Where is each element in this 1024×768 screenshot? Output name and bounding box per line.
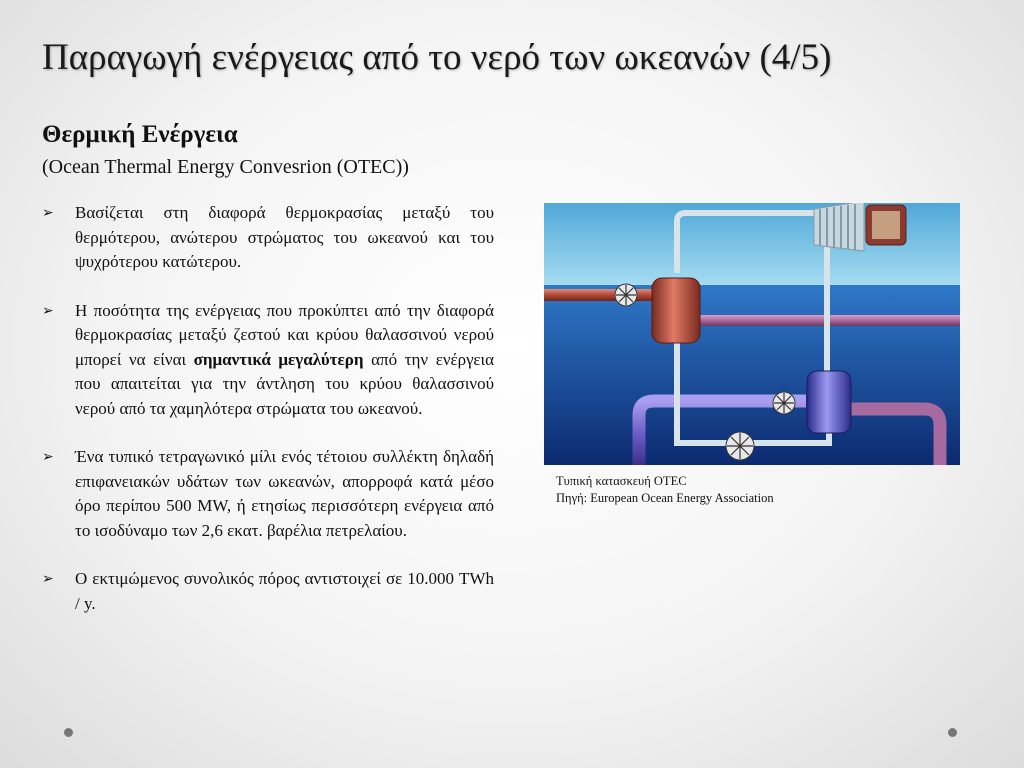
caption-line-1: Τυπική κατασκευή OTEC: [556, 474, 687, 488]
bullet-text: Ο εκτιμώμενος συνολικός πόρος αντιστοιχεί σε 10.000 TWh / y.: [75, 569, 494, 613]
bullet-item: [42, 201, 494, 275]
section-heading: Θερμική Ενέργεια: [42, 121, 238, 148]
arrow-bullet-icon: ➢: [42, 205, 54, 221]
arrow-bullet-icon: ➢: [42, 571, 54, 587]
decorative-dot-right: [948, 728, 957, 737]
bullet-item: [42, 567, 494, 616]
otec-diagram-svg: [544, 203, 960, 465]
otec-diagram-image: [544, 203, 960, 465]
bullet-text: από την ενέργεια που απαιτείται για την άντληση του κρύου θαλασσινού νερού από τα χαμηλότερα στρώματα του ωκεανού.: [75, 349, 494, 418]
bullet-text: Η ποσότητα της ενέργειας που προκύπτει από την διαφορά θερμοκρασίας μεταξύ ζεστού και κρύου θαλασσινού νερού μπορεί να είναι: [75, 300, 494, 369]
section-subheading: (Ocean Thermal Energy Convesrion (OTEC)): [42, 156, 409, 178]
arrow-bullet-icon: ➢: [42, 302, 54, 319]
bullet-list: [42, 201, 494, 640]
bullet-item: [42, 299, 494, 422]
bullet-text: Βασίζεται στη διαφορά θερμοκρασίας μεταξύ του θερμότερου, ανώτερου στρώματος του ωκεανού και του ψυχρότερου κατώτερου.: [75, 203, 494, 271]
slide-title: Παραγωγή ενέργειας από το νερό των ωκεανών (4/5): [42, 37, 832, 78]
bullet-bold-text: σημαντικά μεγαλύτερη: [193, 349, 364, 369]
bullet-text: Ένα τυπικό τετραγωνικό μίλι ενός τέτοιου συλλέκτη δηλαδή επιφανειακών υδάτων των ωκεανών, απορροφά κατά μέσο όρο περίπου 500 MW, ή ετησίως περισσότερη ενέργεια από το ισοδύναμο των 2,6 εκατ. βαρέλια πετρελαίου.: [75, 447, 494, 540]
decorative-dot-left: [64, 728, 73, 737]
bullet-item: [42, 445, 494, 543]
figure-caption: [556, 473, 774, 507]
caption-line-2: Πηγή: European Ocean Energy Association: [556, 491, 774, 505]
arrow-bullet-icon: ➢: [42, 449, 54, 465]
